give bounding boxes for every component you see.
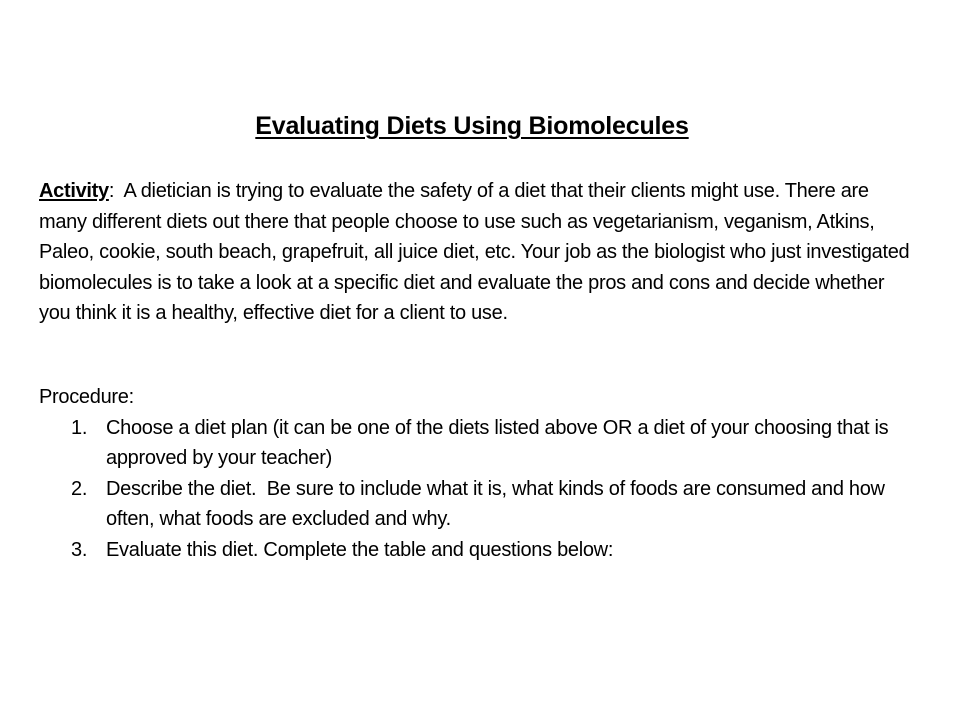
document-title: Evaluating Diets Using Biomolecules [255, 112, 689, 140]
procedure-heading: Procedure: [39, 386, 134, 408]
procedure-steps [39, 413, 919, 566]
step-number: 3. [71, 538, 88, 561]
activity-paragraph [39, 176, 919, 329]
activity-text: A dietician is trying to evaluate the safety of a diet that their clients might use. There are many different diets out there that people choose to use such as vegetarianism, veganism, Atkins, Paleo, cookie, south beach, grapefruit, all juice diet, etc. Your job as the biologist who just investigated biomolecules is to take a look at a specific diet and evaluate the pros and cons and decide whether you think it is a healthy, effective diet for a client to use. [39, 180, 915, 324]
activity-separator: : [108, 180, 115, 202]
step-text: Describe the diet. Be sure to include what it is, what kinds of foods are consumed and how often, what foods are excluded and why. [106, 477, 890, 530]
step-number: 2. [71, 477, 88, 500]
procedure-step-3 [39, 535, 919, 566]
procedure-step-1 [39, 413, 919, 474]
activity-label: Activity [39, 180, 109, 202]
step-text: Choose a diet plan (it can be one of the diets listed above OR a diet of your choosing that is approved by your teacher) [106, 416, 889, 469]
procedure-section [39, 382, 919, 565]
step-text: Evaluate this diet. Complete the table and questions below: [106, 538, 614, 561]
procedure-step-2 [39, 474, 919, 535]
step-number: 1. [71, 416, 88, 439]
